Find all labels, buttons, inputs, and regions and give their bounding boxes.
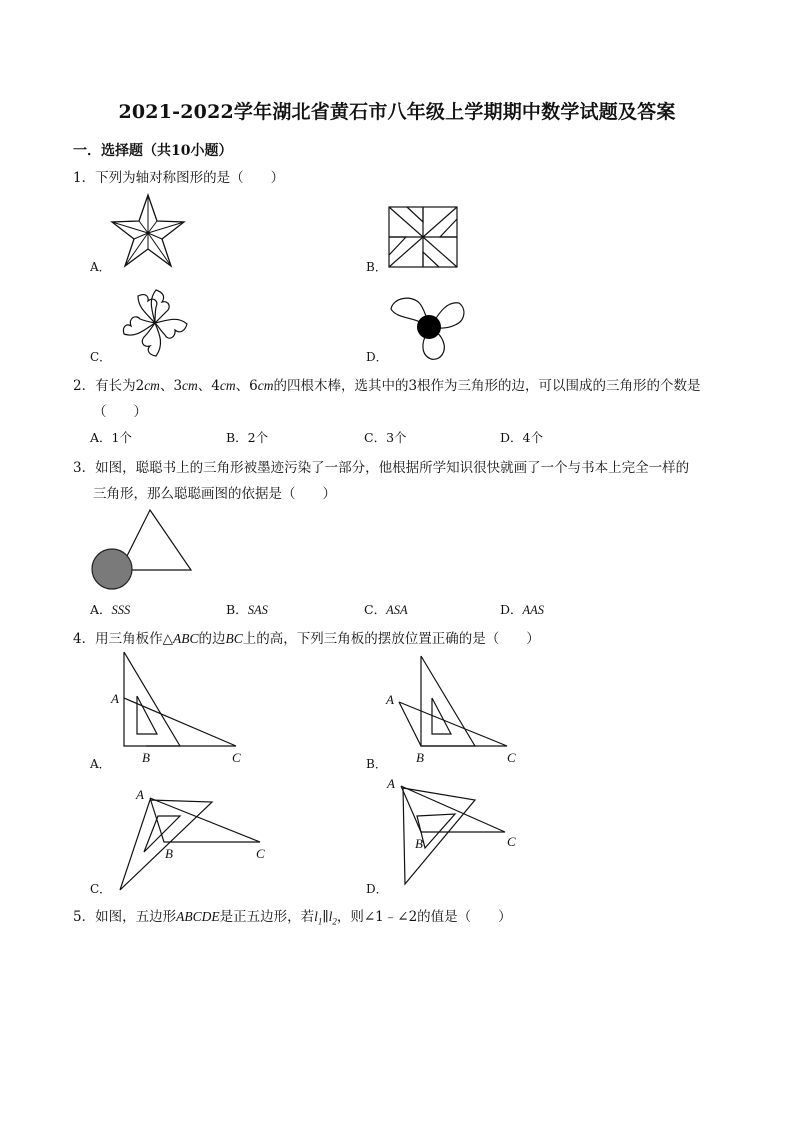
q3-option-d-prefix: D． [500, 602, 523, 617]
q1-option-a-label: A． [90, 260, 111, 274]
q4-d-label-b: B [415, 836, 423, 851]
q4-b-label-b: B [416, 750, 424, 765]
q4-triangle-name: ABC [172, 631, 199, 646]
q3-option-a-value: SSS [111, 603, 131, 617]
q5-line-1: l [314, 909, 318, 924]
q4-d-label-c: C [507, 834, 516, 849]
q2-sep-1: 、 [159, 378, 174, 394]
question-2-stem [73, 374, 701, 394]
q4-a-label-c: C [232, 750, 241, 765]
q4-b-label-c: C [507, 750, 516, 765]
q2-option-d: D．4个 [500, 430, 543, 445]
q4-c-label-a: A [136, 787, 144, 802]
q2-option-c: C．3个 [364, 430, 407, 445]
q1-figure-flower [114, 286, 196, 362]
q2-length-2: 3 [173, 378, 183, 394]
q4-figure-d [383, 776, 533, 894]
page-title: 2021-2022学年湖北省黄石市八年级上学期期中数学试题及答案 [118, 101, 676, 123]
q2-length-1: 2 [135, 378, 145, 394]
q4-stem-mid: 的边 [198, 631, 226, 647]
q1-figure-pinwheel [387, 205, 459, 269]
q4-figure-a [108, 652, 258, 768]
q4-figure-b [383, 652, 533, 768]
q5-line-1-sub: 1 [317, 916, 323, 927]
q4-side-name: BC [225, 631, 243, 646]
q2-paren: （ ） [93, 404, 147, 420]
q4-a-label-b: B [142, 750, 150, 765]
q5-pentagon-name: ABCDE [176, 909, 220, 924]
q2-length-4: 6 [249, 378, 258, 394]
question-3-line-1: 3．如图，聪聪书上的三角形被墨迹污染了一部分，他根据所学知识很快就画了一个与书本上完全一样的 [73, 460, 690, 476]
q1-option-d-label: D． [366, 350, 388, 364]
q5-stem-pre: 5．如图，五边形 [73, 909, 177, 925]
q5-stem-mid: 是正五边形，若 [219, 909, 315, 925]
section-heading: 一．选择题（共10小题） [73, 143, 233, 159]
q4-stem-pre: 4．用三角板作△ [73, 631, 173, 647]
q1-option-c-label: C． [90, 350, 112, 364]
q1-figure-propeller [387, 295, 469, 361]
question-5-stem [73, 905, 512, 927]
question-3-line-2: 三角形，那么聪聪画图的依据是（ ） [93, 486, 336, 502]
q4-c-label-c: C [256, 846, 265, 861]
q4-figure-c [108, 786, 278, 894]
q1-option-b-label: B． [366, 260, 387, 274]
q5-line-2: l [328, 909, 333, 924]
q5-parallel-symbol: ∥ [322, 909, 329, 925]
q4-stem-post: 上的高，下列三角板的摆放位置正确的是（ ） [242, 631, 540, 647]
q3-option-b-prefix: B． [226, 602, 248, 617]
q1-figure-star [110, 193, 186, 269]
q2-stem-pre: 2．有长为 [73, 378, 136, 394]
q2-unit-2: cm [182, 378, 198, 393]
question-4-stem [73, 627, 540, 647]
q2-option-b: B．2个 [226, 430, 269, 445]
q4-option-c-label: C． [90, 882, 112, 896]
q4-c-label-b: B [165, 846, 173, 861]
q2-unit-1: cm [144, 378, 160, 393]
q3-option-d [500, 600, 544, 618]
q2-sep-2: 、 [197, 378, 212, 394]
q3-option-c-value: ASA [386, 603, 408, 617]
q4-b-label-a: A [386, 692, 394, 707]
q4-option-b-label: B． [366, 757, 387, 771]
q3-option-b [226, 600, 268, 618]
q3-option-c-prefix: C． [364, 602, 387, 617]
q3-option-a-prefix: A． [90, 602, 112, 617]
q3-figure-ink-triangle [90, 508, 194, 588]
q4-option-d-label: D． [366, 882, 388, 896]
q5-line-2-sub: 2 [332, 916, 337, 927]
q3-option-d-value: AAS [522, 603, 545, 617]
q4-option-a-label: A． [90, 757, 111, 771]
q5-stem-post: ，则∠1﹣∠2的值是（ ） [336, 909, 512, 925]
q4-d-label-a: A [387, 776, 395, 791]
q2-sep-3: 、 [235, 378, 250, 394]
q4-a-label-a: A [111, 691, 119, 706]
q3-option-a [90, 600, 130, 618]
q3-option-c [364, 600, 408, 618]
q2-unit-3: cm [219, 378, 236, 393]
q2-length-3: 4 [211, 378, 220, 394]
q2-unit-4: cm [257, 378, 274, 393]
q2-stem-post: 的四根木棒，选其中的3根作为三角形的边，可以围成的三角形的个数是 [273, 378, 701, 394]
q2-option-a: A．1个 [90, 430, 132, 445]
question-1-stem: 1．下列为轴对称图形的是（ ） [73, 170, 285, 186]
q3-option-b-value: SAS [247, 603, 268, 617]
